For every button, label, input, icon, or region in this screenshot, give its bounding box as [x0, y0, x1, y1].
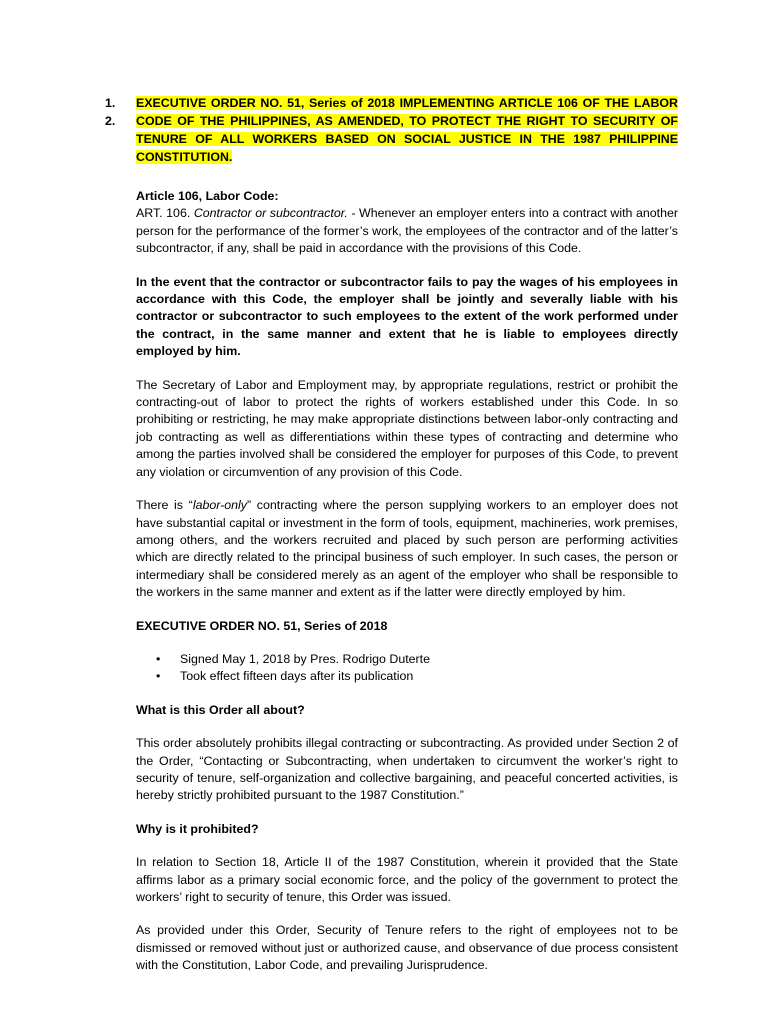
- art-text: - Whenever an employer enters into a contract with another person for the performance of the former’s work, the employees of the contractor and of the latter’s subcontractor, if any, shall be paid in accordance with the provisions of this Code.: [136, 206, 678, 256]
- why-title: Why is it prohibited?: [136, 821, 259, 836]
- bullet-text: Took effect fifteen days after its publication: [180, 669, 414, 684]
- about-paragraph: This order absolutely prohibits illegal contracting or subcontracting. As provided under Section 2 of the Order, “Contacting or Subcontracting, when undertaken to circumvent the worker’s right to security of tenure, self-organization and collective bargaining, and peaceful concerted activities, is hereby strictly prohibited pursuant to the 1987 Constitution.”: [136, 736, 678, 803]
- heading-numbering: [105, 94, 135, 130]
- labor-only-paragraph: [136, 497, 678, 601]
- why-paragraph: In relation to Section 18, Article II of the 1987 Constitution, wherein it provided that the State affirms labor as a primary social economic force, and the policy of the government to protect the workers’ right to security of tenure, this Order was issued.: [136, 855, 678, 904]
- labor-only-prefix: There is “: [136, 498, 193, 513]
- list-item: [136, 668, 678, 685]
- secretary-paragraph: The Secretary of Labor and Employment may, by appropriate regulations, restrict or prohibit the contracting-out of labor to protect the rights of workers established under this Code. In so prohibiting or restricting, he may make appropriate distinctions between labor-only contracting and job contracting as well as differentiations within these types of contracting and determine who among the parties involved shall be considered the employer for purposes of this Code, to prevent any violation or circumvention of any provision of this Code.: [136, 377, 678, 479]
- art-italic-term: Contractor or subcontractor.: [193, 206, 348, 221]
- document-body: [136, 188, 678, 975]
- eo-title: EXECUTIVE ORDER NO. 51, Series of 2018: [136, 618, 388, 633]
- list-number-2: 2.: [105, 114, 116, 128]
- article-paragraph: [136, 205, 678, 257]
- art-label: ART. 106.: [136, 206, 191, 221]
- article-title: Article 106, Labor Code:: [136, 189, 279, 203]
- labor-only-rest: ” contracting where the person supplying workers to an employer does not have substantial capital or investment in the form of tools, equipment, machineries, work premises, among others, and the workers recruited and placed by such person are performing activities which are directly related to the principal business of such employer. In such cases, the person or intermediary shall be considered merely as an agent of the employer who shall be responsible to the workers in the same manner and extent as if the latter were directly employed by him.: [136, 498, 679, 600]
- list-item: [136, 651, 678, 668]
- bullet-icon: •: [156, 651, 161, 666]
- document-heading: [105, 94, 678, 166]
- about-title: What is this Order all about?: [136, 702, 305, 717]
- eo-bullet-list: [136, 651, 678, 686]
- list-number-1: 1.: [105, 96, 116, 110]
- liability-paragraph: In the event that the contractor or subcontractor fails to pay the wages of his employees in accordance with this Code, the employer shall be jointly and severally liable with his contractor or subcontractor to such employees to the extent of the work performed under the contract, in the same manner and extent that he is liable to employees directly employed by him.: [136, 274, 678, 359]
- bullet-icon: •: [156, 669, 161, 684]
- security-of-tenure-paragraph: As provided under this Order, Security of Tenure refers to the right of employees not to be dismissed or removed without just or authorized cause, and observance of due process consistent with the Constitution, Labor Code, and prevailing Jurisprudence.: [136, 923, 678, 973]
- labor-only-term: labor-only: [192, 498, 247, 513]
- heading-title-block: [136, 94, 678, 166]
- bullet-text: Signed May 1, 2018 by Pres. Rodrigo Duterte: [180, 651, 431, 666]
- highlighted-title: EXECUTIVE ORDER NO. 51, Series of 2018 IMPLEMENTING ARTICLE 106 OF THE LABOR CODE OF THE PHILIPPINES, AS AMENDED, TO PROTECT THE RIGHT TO SECURITY OF TENURE OF ALL WORKERS BASED ON SOCIAL JUSTICE IN THE 1987 PHILIPPINE CONSTITUTION.: [136, 96, 678, 164]
